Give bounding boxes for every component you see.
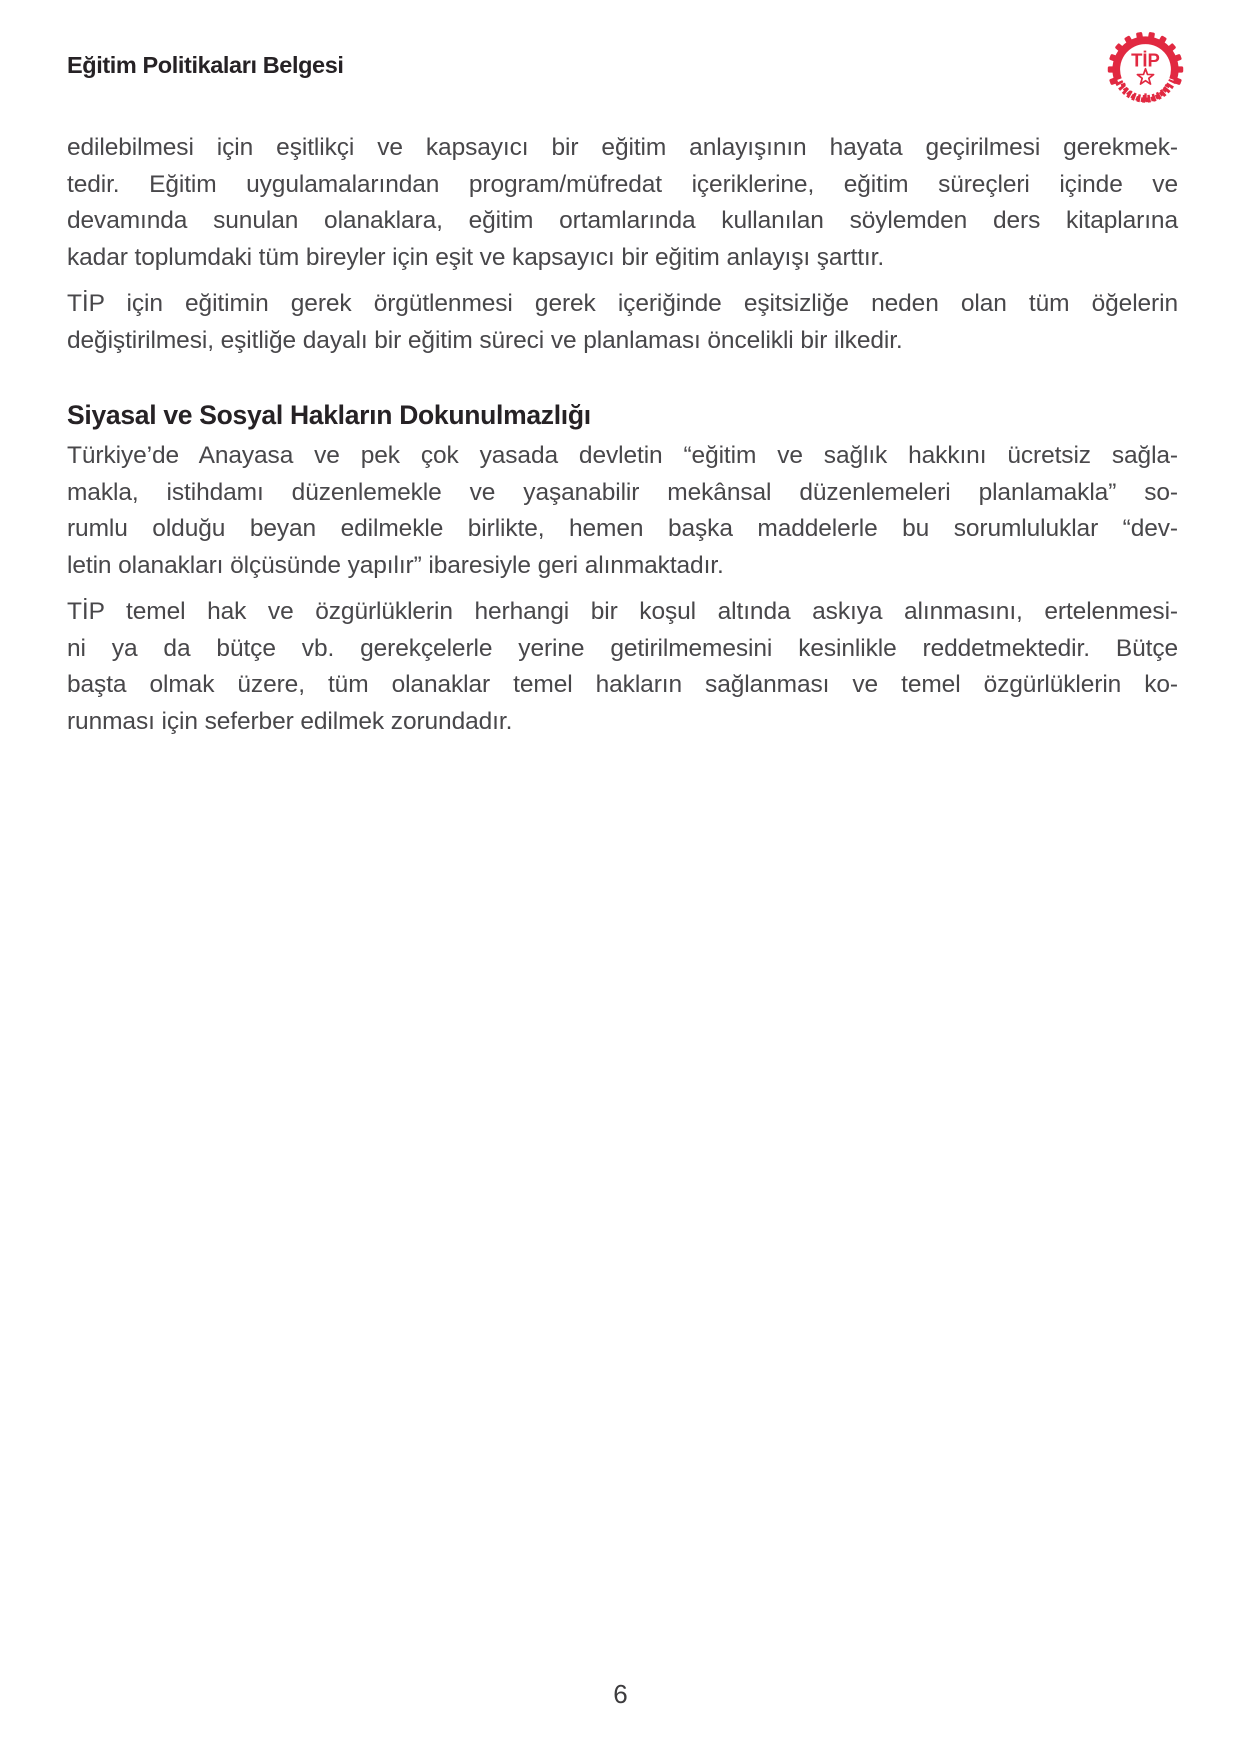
tip-logo-emblem <box>1107 31 1184 108</box>
document-body <box>67 130 1178 740</box>
text-line: başta olmak üzere, tüm olanaklar temel hakların sağlanması ve temel özgürlüklerin ko- <box>67 671 1178 698</box>
text-line: devamında sunulan olanaklara, eğitim ortamlarında kullanılan söylemden ders kitaplarına <box>67 207 1178 234</box>
text-line: TİP temel hak ve özgürlüklerin herhangi bir koşul altında askıya alınmasını, ertelenmesi- <box>67 598 1178 625</box>
text-line: ni ya da bütçe vb. gerekçelerle yerine getirilmemesini kesinlikle reddetmektedir. Bütçe <box>67 634 1178 662</box>
paragraph <box>67 438 1178 584</box>
document-title: Eğitim Politikaları Belgesi <box>67 52 344 78</box>
text-line: rumlu olduğu beyan edilmekle birlikte, hemen başka maddelerle bu sorumluluklar “dev- <box>67 515 1178 542</box>
page-header <box>67 52 1185 112</box>
text-line: makla, istihdamı düzenlemekle ve yaşanabilir mekânsal düzenlemeleri planlamakla” so- <box>67 478 1178 506</box>
tip-logo <box>1107 31 1184 108</box>
page-number: 6 <box>613 1679 628 1709</box>
text-line: TİP için eğitimin gerek örgütlenmesi gerek içeriğinde eşitsizliğe neden olan tüm öğelerin <box>67 290 1178 317</box>
page-footer <box>0 1679 1241 1710</box>
text-line: değiştirilmesi, eşitliğe dayalı bir eğitim süreci ve planlaması öncelikli bir ilkedir. <box>67 326 903 354</box>
logo-text: TİP <box>1131 49 1160 71</box>
text-line: edilebilmesi için eşitlikçi ve kapsayıcı bir eğitim anlayışının hayata geçirilmesi gerekmek- <box>67 134 1178 161</box>
text-line: tedir. Eğitim uygulamalarından program/müfredat içeriklerine, eğitim süreçleri içinde ve <box>67 170 1178 198</box>
paragraph <box>67 594 1178 740</box>
text-line: runması için seferber edilmek zorundadır. <box>67 707 513 735</box>
text-line: kadar toplumdaki tüm bireyler için eşit ve kapsayıcı bir eğitim anlayışı şarttır. <box>67 243 885 271</box>
text-line: Türkiye’de Anayasa ve pek çok yasada devletin “eğitim ve sağlık hakkını ücretsiz sağla- <box>67 442 1178 469</box>
paragraph <box>67 286 1178 359</box>
section-heading: Siyasal ve Sosyal Hakların Dokunulmazlığı <box>67 400 591 430</box>
text-line: letin olanakları ölçüsünde yapılır” ibaresiyle geri alınmaktadır. <box>67 551 724 579</box>
star-icon <box>1137 69 1153 84</box>
paragraph <box>67 130 1178 276</box>
